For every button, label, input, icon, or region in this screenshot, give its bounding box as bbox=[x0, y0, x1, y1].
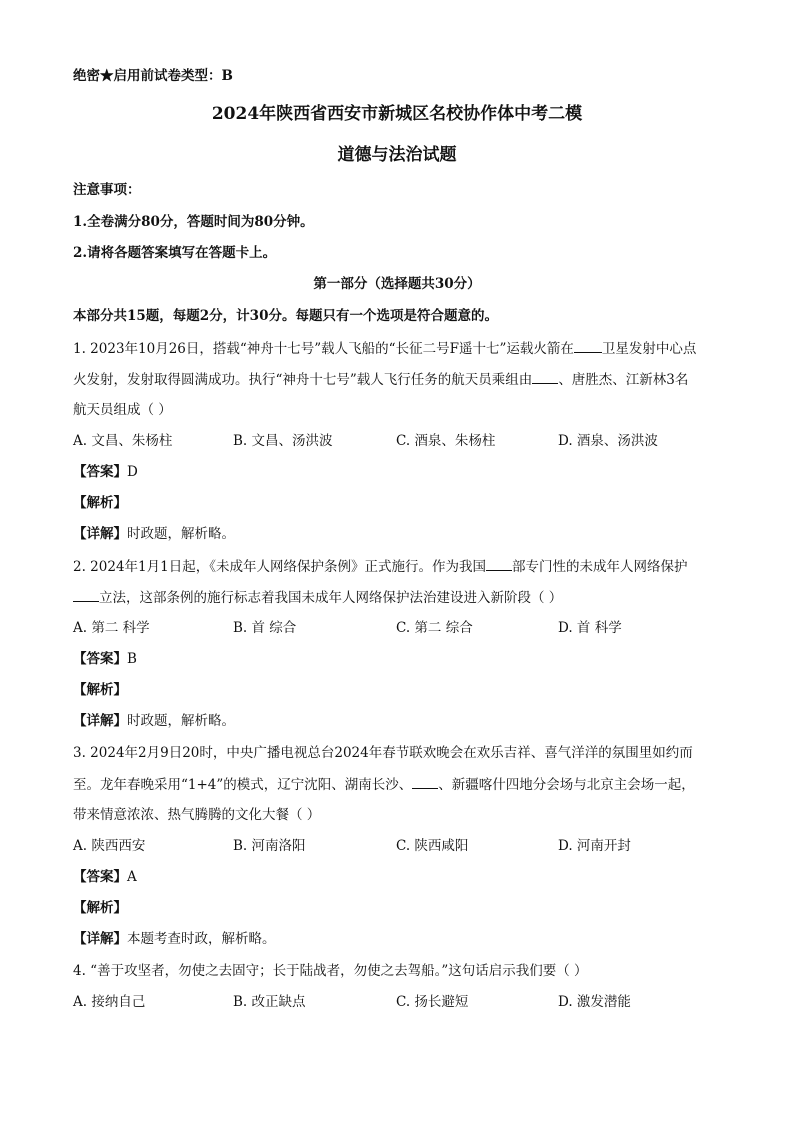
part1-heading: 第一部分（选择题共30分） bbox=[313, 276, 481, 292]
q4-option-b: B. 改正缺点 bbox=[233, 994, 306, 1010]
q3-line-3: 带来情意浓浓、热气腾腾的文化大餐（ ） bbox=[73, 807, 321, 823]
q3-line-1: 3. 2024年2月9日20时，中央广播电视总台2024年春节联欢晚会在欢乐吉祥、喜气洋洋的氛围里如约而 bbox=[73, 745, 693, 761]
q2-detail: 【详解】时政题，解析略。 bbox=[73, 713, 235, 729]
exam-title: 2024年陕西省西安市新城区名校协作体中考二模 bbox=[211, 104, 583, 124]
q2-option-d: D. 首 科学 bbox=[558, 620, 622, 636]
q3-answer: 【答案】A bbox=[73, 869, 137, 885]
q2-analysis: 【解析】 bbox=[73, 682, 127, 698]
notice-item-2: 2.请将各题答案填写在答题卡上。 bbox=[73, 245, 277, 261]
q1-blank-1 bbox=[574, 338, 602, 353]
q1-option-b: B. 文昌、汤洪波 bbox=[233, 433, 333, 449]
q2-blank-2 bbox=[73, 587, 99, 602]
q4-option-c: C. 扬长避短 bbox=[396, 994, 469, 1010]
q1-blank-2 bbox=[532, 369, 558, 384]
part1-intro: 本部分共15题，每题2分，计30分。每题只有一个选项是符合题意的。 bbox=[73, 308, 498, 324]
q1-line-3: 航天员组成（ ） bbox=[73, 402, 172, 418]
q3-detail: 【详解】本题考查时政，解析略。 bbox=[73, 931, 276, 947]
q1-option-a: A. 文昌、朱杨柱 bbox=[73, 433, 173, 449]
q2-answer: 【答案】B bbox=[73, 651, 137, 667]
q3-analysis: 【解析】 bbox=[73, 900, 127, 916]
q1-detail: 【详解】时政题，解析略。 bbox=[73, 526, 235, 542]
q4-option-d: D. 激发潜能 bbox=[558, 994, 631, 1010]
exam-subtitle: 道德与法治试题 bbox=[337, 145, 457, 165]
notice-heading: 注意事项： bbox=[73, 182, 141, 198]
q1-line-2: 火发射，发射取得圆满成功。执行“神舟十七号”载人飞行任务的航天员乘组由 、唐胜杰、江新林3名 bbox=[73, 369, 688, 390]
q3-line-2: 至。龙年春晚采用“1+4”的模式，辽宁沈阳、湖南长沙、 、新疆喀什四地分会场与北京主会场一起， bbox=[73, 774, 695, 795]
q3-option-d: D. 河南开封 bbox=[558, 838, 631, 854]
secret-line: 绝密★启用前试卷类型：B bbox=[73, 68, 233, 84]
q1-line-1: 1. 2023年10月26日，搭载“神舟十七号”载人飞船的“长征二号F遥十七”运载火箭在 卫星发射中心点 bbox=[73, 338, 696, 359]
q2-blank-1 bbox=[486, 556, 512, 571]
q2-option-c: C. 第二 综合 bbox=[396, 620, 473, 636]
q4-option-a: A. 接纳自己 bbox=[73, 994, 146, 1010]
q3-option-c: C. 陕西咸阳 bbox=[396, 838, 469, 854]
q1-option-c: C. 酒泉、朱杨柱 bbox=[396, 433, 496, 449]
q2-option-a: A. 第二 科学 bbox=[73, 620, 150, 636]
q3-blank-1 bbox=[412, 774, 438, 789]
q2-option-b: B. 首 综合 bbox=[233, 620, 297, 636]
q1-option-d: D. 酒泉、汤洪波 bbox=[558, 433, 658, 449]
q1-analysis: 【解析】 bbox=[73, 495, 127, 511]
q4-line-1: 4. “善于攻坚者，勿使之去固守；长于陆战者，勿使之去驾船。”这句话启示我们要（ ） bbox=[73, 963, 588, 979]
notice-item-1: 1.全卷满分80分，答题时间为80分钟。 bbox=[73, 214, 314, 230]
q3-option-a: A. 陕西西安 bbox=[73, 838, 146, 854]
q3-option-b: B. 河南洛阳 bbox=[233, 838, 306, 854]
q1-answer: 【答案】D bbox=[73, 464, 138, 480]
q2-line-1: 2. 2024年1月1日起，《未成年人网络保护条例》正式施行。作为我国 部专门性的未成年人网络保护 bbox=[73, 556, 687, 577]
q2-line-2: 立法，这部条例的施行标志着我国未成年人网络保护法治建设进入新阶段（ ） bbox=[73, 587, 562, 608]
